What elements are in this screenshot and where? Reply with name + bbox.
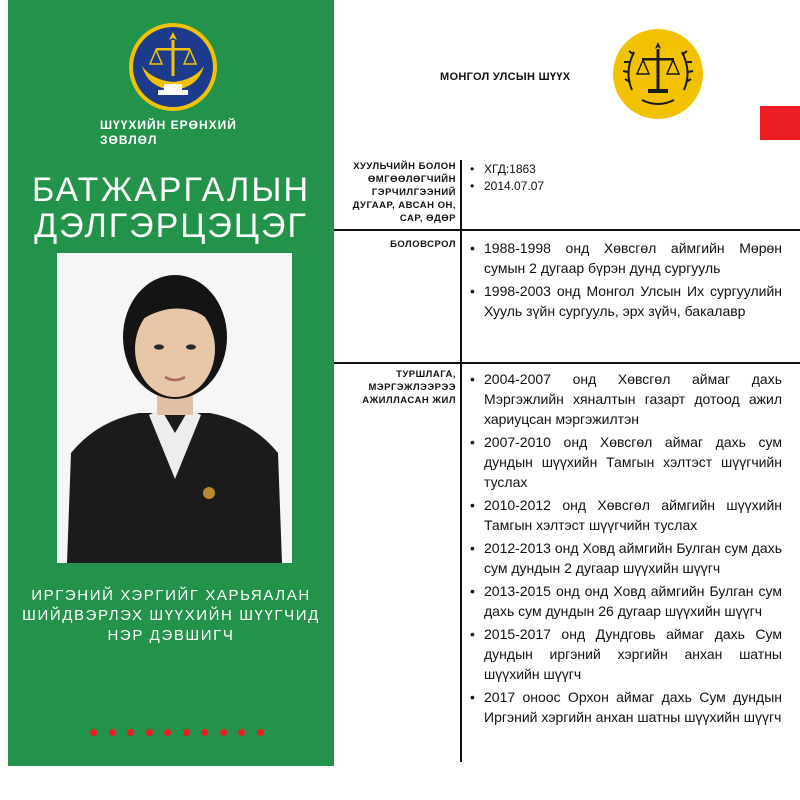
- candidate-portrait: [57, 253, 292, 563]
- list-item: • 2014.07.07: [470, 178, 782, 195]
- license-section-label: [336, 160, 456, 225]
- candidate-surname: БАТЖАРГАЛЫН: [31, 171, 310, 209]
- list-item: • ХГД:1863: [470, 161, 782, 178]
- court-emblem-icon: [612, 28, 704, 120]
- decorative-dot: [164, 729, 171, 736]
- section-label-line: ГЭРЧИЛГЭЭНИЙ: [371, 187, 456, 198]
- license-list: [470, 161, 782, 195]
- list-item: • 1998-2003 онд Монгол Улсын Их сургуулийн Хууль зүйн сургууль, эрх зүйч, бакалавр: [470, 281, 782, 321]
- candidacy-caption: [8, 586, 334, 646]
- column-divider: [460, 160, 462, 762]
- list-item: • 2007-2010 онд Хөвсгөл аймаг дахь сум дундын шүүхийн Тамгын хэлтэст шүүгчийн туслах: [470, 432, 782, 492]
- section-divider: [334, 362, 800, 364]
- portrait-illustration: [57, 253, 292, 563]
- list-item: • 2004-2007 онд Хөвсгөл аймаг дахь Мэргэжлийн хяналтын газарт дотоод ажил хариуцсан мэргэжилтэн: [470, 369, 782, 429]
- section-label-line: ТУРШЛАГА,: [396, 369, 456, 380]
- section-label-line: ӨМГӨӨЛӨГЧИЙН: [367, 174, 456, 185]
- education-list: [470, 238, 782, 324]
- decorative-dot: [257, 729, 264, 736]
- list-item: • 2010-2012 онд Хөвсгөл аймгийн шүүхийн Тамгын хэлтэст шүүгчийн туслах: [470, 495, 782, 535]
- experience-section-label: [336, 368, 456, 407]
- caption-line1: ИРГЭНИЙ ХЭРГИЙГ ХАРЬЯАЛАН: [31, 587, 311, 604]
- candidate-given-name: ДЭЛГЭРЦЭЦЭГ: [34, 207, 308, 245]
- education-section-label: [336, 238, 456, 251]
- section-label-line: САР, ӨДӨР: [399, 213, 456, 224]
- list-item: • 1988-1998 онд Хөвсгөл аймгийн Мөрөн сумын 2 дугаар бүрэн дунд сургууль: [470, 238, 782, 278]
- decorative-dot: [146, 729, 153, 736]
- red-accent-square: [760, 106, 800, 140]
- list-item: • 2013-2015 онд онд Ховд аймгийн Булган сум дахь сум дундын 26 дугаар шүүхийн шүүгч: [470, 581, 782, 621]
- decorative-dot: [127, 729, 134, 736]
- organization-name-line2: ЗӨВЛӨЛ: [100, 133, 158, 147]
- caption-line3: НЭР ДЭВШИГЧ: [107, 627, 235, 644]
- caption-line2: ШИЙДВЭРЛЭХ ШҮҮХИЙН ШҮҮГЧИД: [22, 607, 320, 624]
- list-item: • 2015-2017 онд Дундговь аймаг дахь Сум дундын иргэний хэргийн анхан шатны шүүхийн шүүгч: [470, 624, 782, 684]
- experience-list: [470, 369, 782, 730]
- decorative-dot: [183, 729, 190, 736]
- decorative-dot: [90, 729, 97, 736]
- section-divider: [334, 229, 800, 231]
- decorative-dot: [238, 729, 245, 736]
- decorative-dot: [109, 729, 116, 736]
- organization-name-line1: ШҮҮХИЙН ЕРӨНХИЙ: [100, 118, 237, 132]
- section-label-line: БОЛОВСРОЛ: [390, 239, 456, 250]
- list-item: • 2017 оноос Орхон аймаг дахь Сум дундын Иргэний хэргийн анхан шатны шүүхийн шүүгч: [470, 687, 782, 727]
- section-label-line: МЭРГЭЖЛЭЭРЭЭ: [368, 382, 456, 393]
- decorative-dot: [220, 729, 227, 736]
- judicial-council-seal-icon: [128, 22, 218, 112]
- section-label-line: ДУГААР, АВСАН ОН,: [352, 200, 456, 211]
- section-label-line: АЖИЛЛАСАН ЖИЛ: [362, 395, 456, 406]
- organization-name: [100, 118, 250, 148]
- section-label-line: ХУУЛЬЧИЙН БОЛОН: [353, 161, 456, 172]
- candidate-name: [8, 172, 334, 244]
- list-item: • 2012-2013 онд Ховд аймгийн Булган сум дахь сум дундын 2 дугаар шүүхийн шүүгч: [470, 538, 782, 578]
- court-title: МОНГОЛ УЛСЫН ШҮҮХ: [440, 71, 571, 83]
- decorative-dot: [201, 729, 208, 736]
